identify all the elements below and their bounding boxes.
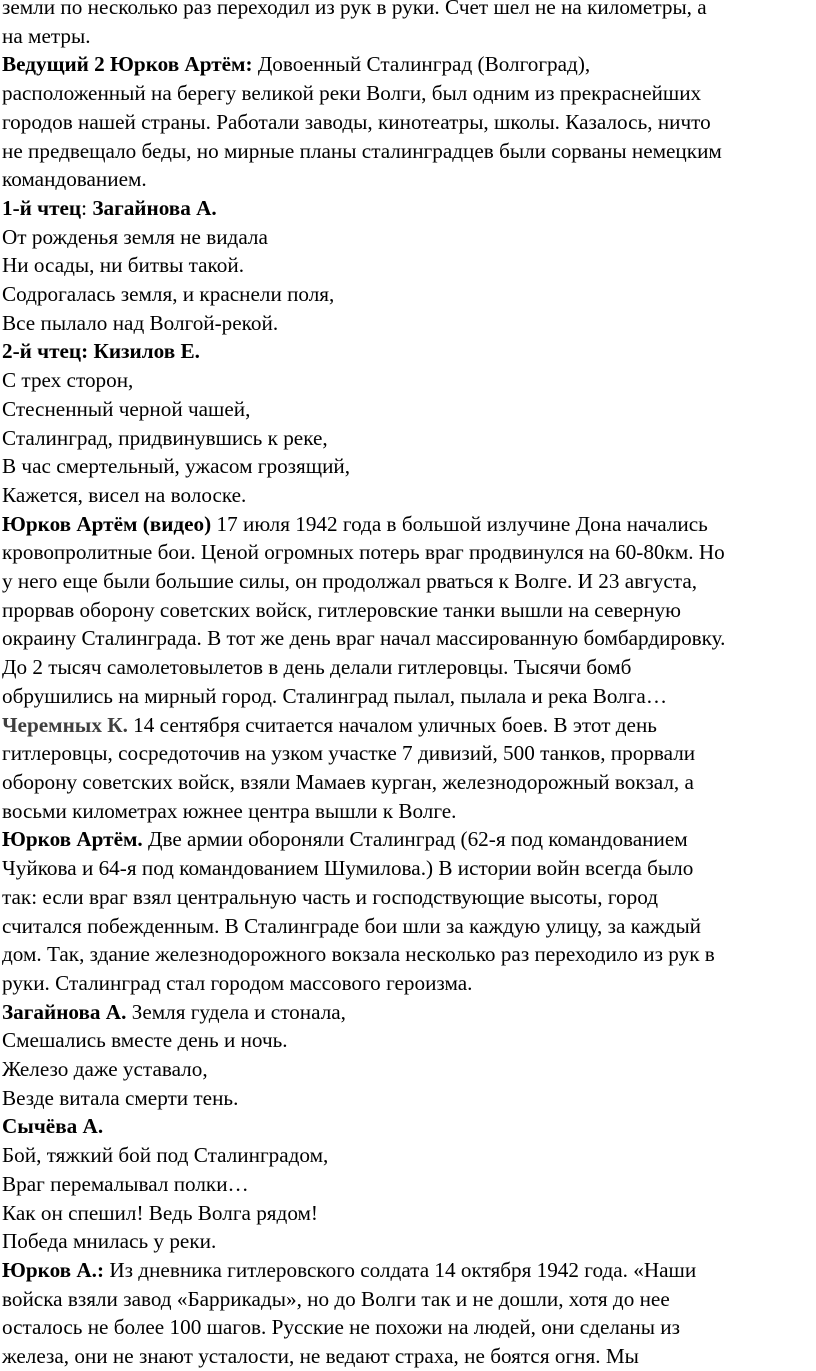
text-line <box>2 567 816 596</box>
text-line <box>2 481 816 510</box>
text-line <box>2 998 816 1027</box>
paragraph <box>2 194 816 338</box>
text-line <box>2 1055 816 1084</box>
text-run: руки. Сталинград стал городом массового героизма. <box>2 970 473 995</box>
text-line <box>2 797 816 826</box>
text-line <box>2 969 816 998</box>
text-run: Земля гудела и стонала, <box>126 999 346 1024</box>
text-line <box>2 510 816 539</box>
text-line <box>2 1313 816 1342</box>
text-run: осталось не более 100 шагов. Русские не похожи на людей, они сделаны из <box>2 1315 680 1340</box>
text-run: Содрогалась земля, и краснели поля, <box>2 282 335 307</box>
speaker-label: Юрков А.: <box>2 1257 105 1282</box>
text-run: окраину Сталинграда. В тот же день враг начал массированную бомбардировку. <box>2 626 726 651</box>
text-line <box>2 1256 816 1285</box>
text-run: С трех сторон, <box>2 368 134 393</box>
text-line <box>2 452 816 481</box>
text-run: Чуйкова и 64-я под командованием Шумилова.) В истории войн всегда было <box>2 856 694 881</box>
text-line <box>2 50 816 79</box>
text-line <box>2 1227 816 1256</box>
text-line <box>2 883 816 912</box>
text-line <box>2 1141 816 1170</box>
text-run: В час смертельный, ужасом грозящий, <box>2 454 351 479</box>
text-run: Смешались вместе день и ночь. <box>2 1028 288 1053</box>
text-run: Сталинград, придвинувшись к реке, <box>2 425 328 450</box>
text-line <box>2 79 816 108</box>
text-run: обрушились на мирный город. Сталинград пылал, пылала и река Волга… <box>2 683 668 708</box>
text-line <box>2 165 816 194</box>
text-run: восьми километрах южнее центра вышли к Волге. <box>2 798 457 823</box>
text-line <box>2 1112 816 1141</box>
text-line <box>2 940 816 969</box>
text-run: Из дневника гитлеровского солдата 14 октября 1942 года. «Наши <box>104 1257 697 1282</box>
text-line <box>2 624 816 653</box>
text-line <box>2 1026 816 1055</box>
text-line <box>2 0 816 22</box>
paragraph <box>2 0 816 50</box>
text-run: не предвещало беды, но мирные планы сталинградцев были сорваны немецким <box>2 138 722 163</box>
text-run: : <box>81 195 93 220</box>
text-line <box>2 596 816 625</box>
text-run: земли по несколько раз переходил из рук в руки. Счет шел не на километры, а <box>2 0 707 19</box>
text-line <box>2 194 816 223</box>
paragraph <box>2 998 816 1113</box>
text-line <box>2 366 816 395</box>
text-line <box>2 395 816 424</box>
speaker-label: 1-й чтец <box>2 195 82 220</box>
text-run: Бой, тяжкий бой под Сталинградом, <box>2 1143 329 1168</box>
speaker-label: Загайнова А. <box>92 195 217 220</box>
text-line <box>2 653 816 682</box>
text-run: Ни осады, ни битвы такой. <box>2 253 244 278</box>
text-run: гитлеровцы, сосредоточив на узком участке 7 дивизий, 500 танков, прорвали <box>2 741 696 766</box>
text-run: Все пылало над Волгой-рекой. <box>2 310 279 335</box>
text-run: Железо даже уставало, <box>2 1057 208 1082</box>
text-run: Кажется, висел на волоске. <box>2 482 247 507</box>
text-line <box>2 711 816 740</box>
text-line <box>2 223 816 252</box>
speaker-label: Загайнова А. <box>2 999 127 1024</box>
paragraph <box>2 337 816 509</box>
text-line <box>2 739 816 768</box>
text-run: считался побежденным. В Сталинграде бои шли за каждую улицу, за каждый <box>2 913 702 938</box>
text-run: расположенный на берегу великой реки Волги, был одним из прекраснейших <box>2 81 702 106</box>
text-run: так: если враг взял центральную часть и господствующие высоты, город <box>2 884 658 909</box>
paragraph <box>2 825 816 997</box>
text-run: дом. Так, здание железнодорожного вокзала несколько раз переходило из рук в <box>2 942 715 967</box>
text-run: Две армии обороняли Сталинград (62-я под командованием <box>142 827 688 852</box>
text-run: 17 июля 1942 года в большой излучине Дона начались <box>211 511 708 536</box>
speaker-label: Юрков Артём. <box>2 827 143 852</box>
text-line <box>2 1199 816 1228</box>
text-line <box>2 912 816 941</box>
text-run: железа, они не знают усталости, не ведают страха, не боятся огня. Мы <box>2 1344 639 1369</box>
text-line <box>2 309 816 338</box>
text-line <box>2 337 816 366</box>
text-run: прорвав оборону советских войск, гитлеровские танки вышли на северную <box>2 597 681 622</box>
text-run: Везде витала смерти тень. <box>2 1085 239 1110</box>
text-run: оборону советских войск, взяли Мамаев курган, железнодорожный вокзал, а <box>2 769 694 794</box>
text-run: Как он спешил! Ведь Волга рядом! <box>2 1200 318 1225</box>
text-line <box>2 1170 816 1199</box>
text-line <box>2 251 816 280</box>
text-run: 14 сентября считается началом уличных боев. В этот день <box>127 712 657 737</box>
text-run: на метры. <box>2 23 91 48</box>
text-run: От рожденья земля не видала <box>2 224 268 249</box>
text-line <box>2 854 816 883</box>
paragraph <box>2 1112 816 1256</box>
text-run: кровопролитные бои. Ценой огромных потерь враг продвинулся на 60-80км. Но <box>2 540 725 565</box>
text-run: городов нашей страны. Работали заводы, кинотеатры, школы. Казалось, ничто <box>2 109 711 134</box>
paragraph <box>2 50 816 194</box>
text-line <box>2 424 816 453</box>
text-run: Стесненный черной чашей, <box>2 396 251 421</box>
text-run: войска взяли завод «Баррикады», но до Волги так и не дошли, хотя до нее <box>2 1286 670 1311</box>
text-line <box>2 682 816 711</box>
paragraph <box>2 1256 816 1371</box>
text-run: Довоенный Сталинград (Волгоград), <box>252 52 591 77</box>
text-line <box>2 1084 816 1113</box>
text-run: у него еще были большие силы, он продолжал рваться к Волге. И 23 августа, <box>2 569 698 594</box>
text-line <box>2 280 816 309</box>
text-run: Враг перемалывал полки… <box>2 1171 249 1196</box>
speaker-label: Ведущий 2 Юрков Артём: <box>2 52 253 77</box>
text-line <box>2 538 816 567</box>
text-run: командованием. <box>2 167 147 192</box>
text-run: Победа мнилась у реки. <box>2 1229 217 1254</box>
text-line <box>2 22 816 51</box>
text-line <box>2 108 816 137</box>
paragraph <box>2 510 816 711</box>
speaker-label: Черемных К. <box>2 712 128 737</box>
speaker-label: Юрков Артём (видео) <box>2 511 212 536</box>
text-line <box>2 137 816 166</box>
text-line <box>2 1285 816 1314</box>
speaker-label: 2-й чтец: Кизилов Е. <box>2 339 200 364</box>
speaker-label: Сычёва А. <box>2 1114 104 1139</box>
text-line <box>2 768 816 797</box>
paragraph <box>2 711 816 826</box>
text-line <box>2 825 816 854</box>
text-run: До 2 тысяч самолетовылетов в день делали гитлеровцы. Тысячи бомб <box>2 655 632 680</box>
text-line <box>2 1342 816 1371</box>
